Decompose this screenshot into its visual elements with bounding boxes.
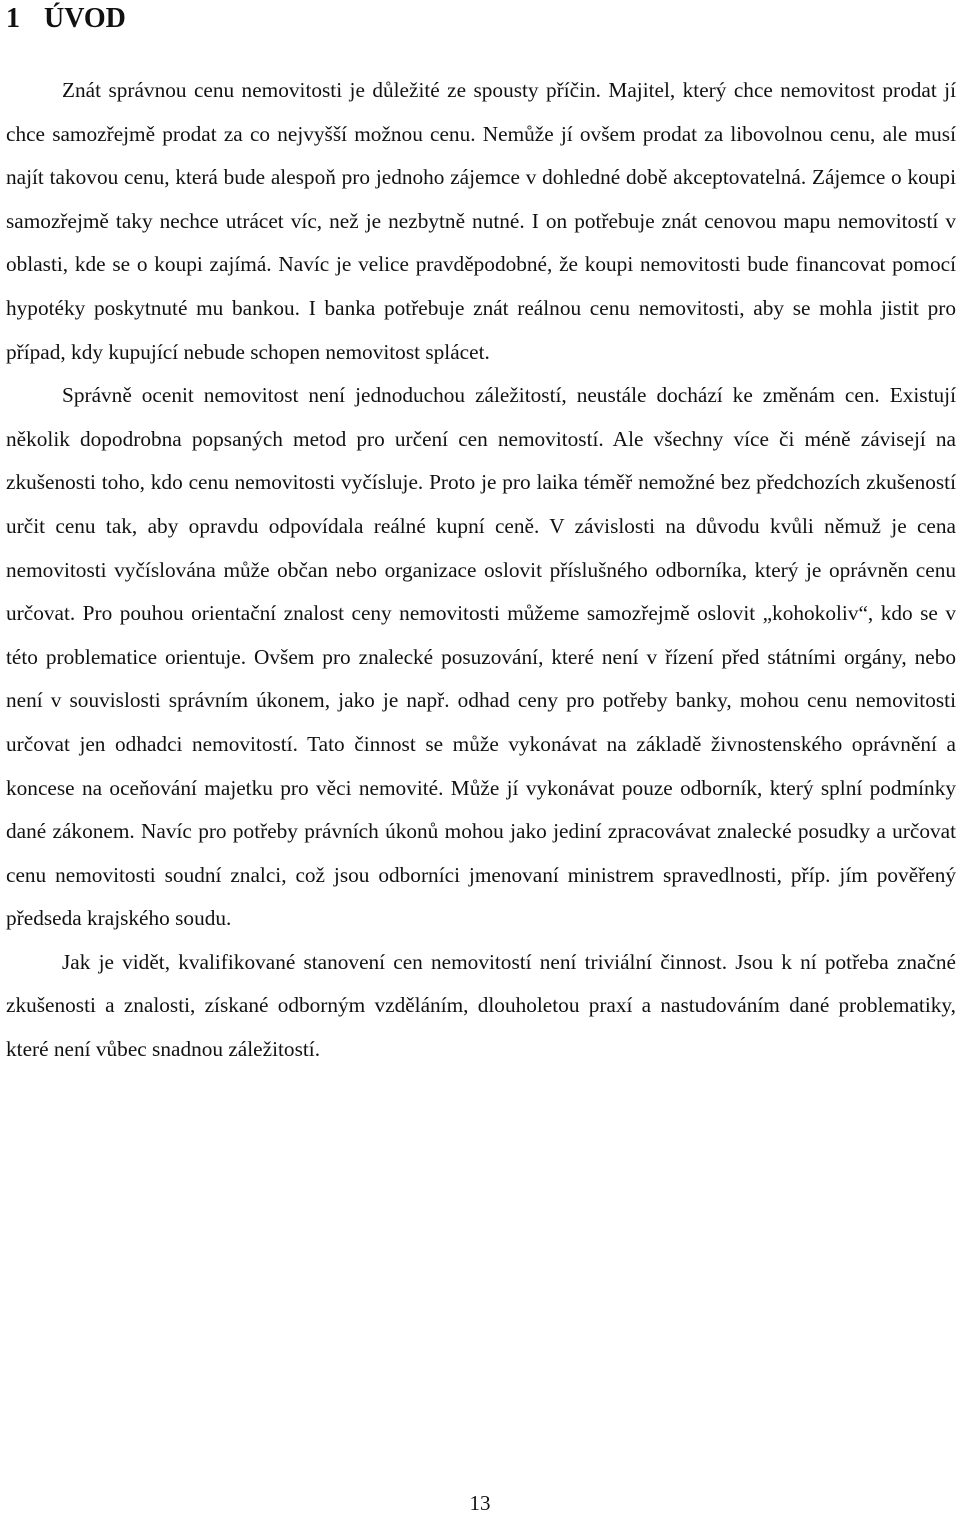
- paragraph-1: Znát správnou cenu nemovitosti je důležité ze spousty příčin. Majitel, který chce nemovitost prodat jí chce samozřejmě prodat za co nejvyšší možnou cenu. Nemůže jí ovšem prodat za libovolnou cenu, ale musí najít takovou cenu, která bude alespoň pro jednoho zájemce v dohledné době akceptovatelná. Zájemce o koupi samozřejmě taky nechce utrácet víc, než je nezbytně nutné. I on potřebuje znát cenovou mapu nemovitostí v oblasti, kde se o koupi zajímá. Navíc je velice pravděpodobné, že koupi nemovitosti bude financovat pomocí hypotéky poskytnuté mu bankou. I banka potřebuje znát reálnou cenu nemovitosti, aby se mohla jistit pro případ, kdy kupující nebude schopen nemovitost splácet.: [6, 78, 956, 364]
- chapter-title: ÚVOD: [44, 3, 126, 34]
- paragraph-3: Jak je vidět, kvalifikované stanovení cen nemovitostí není triviální činnost. Jsou k ní potřeba značné zkušenosti a znalosti, získané odborným vzděláním, dlouholetou praxí a nastudováním dané problematiky, které není vůbec snadnou záležitostí.: [6, 949, 956, 1062]
- page-number: 13: [469, 1491, 491, 1515]
- chapter-body: [6, 69, 956, 1072]
- paragraph-2: Správně ocenit nemovitost není jednoduchou záležitostí, neustále dochází ke změnám cen. Existují několik dopodrobna popsaných metod pro určení cen nemovitostí. Ale všechny více či méně závisejí na zkušenosti toho, kdo cenu nemovitosti vyčísluje. Proto je pro laika téměř nemožné bez předchozích zkušeností určit cenu tak, aby opravdu odpovídala reálné kupní ceně. V závislosti na důvodu kvůli němuž je cena nemovitosti vyčíslována může občan nebo organizace oslovit příslušného odborníka, který je oprávněn cenu určovat. Pro pouhou orientační znalost ceny nemovitosti můžeme samozřejmě oslovit „kohokoliv“, kdo se v této problematice orientuje. Ovšem pro znalecké posuzování, které není v řízení před státními orgány, nebo není v souvislosti správním úkonem, jako je např. odhad ceny pro potřeby banky, mohou cenu nemovitosti určovat jen odhadci nemovitostí. Tato činnost se může vykonávat na základě živnostenského oprávnění a koncese na oceňování majetku pro věci nemovité. Může jí vykonávat pouze odborník, který splní podmínky dané zákonem. Navíc pro potřeby právních úkonů mohou jako jediní zpracovávat znalecké posudky a určovat cenu nemovitosti soudní znalci, což jsou odborníci jmenovaní ministrem spravedlnosti, příp. jím pověřený předseda krajského soudu.: [6, 383, 956, 931]
- chapter-number: 1: [6, 3, 20, 34]
- chapter-heading: [6, 0, 126, 38]
